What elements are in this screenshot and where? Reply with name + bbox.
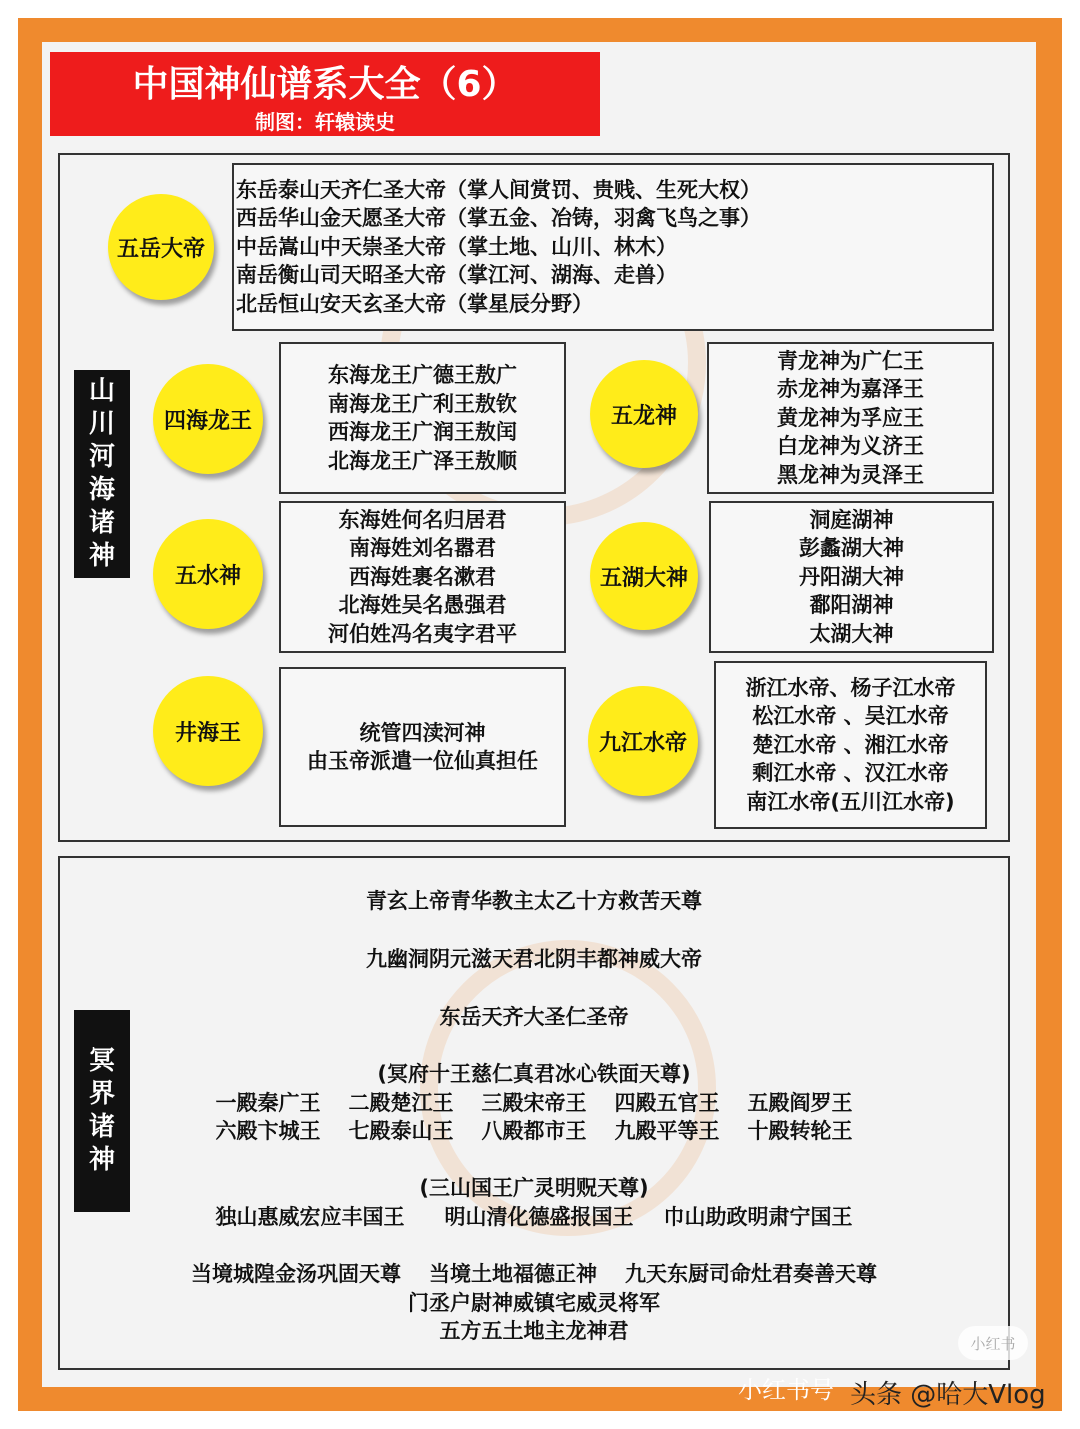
three-mountain-kings: 独山惠威宏应丰国王 明山清化德盛报国王 巾山助政明肃宁国王 xyxy=(215,1205,853,1229)
page-title: 中国神仙谱系大全（6） xyxy=(132,64,518,105)
xiaohongshu-badge: 小红书 xyxy=(958,1326,1028,1360)
section-label-underworld: 冥 界 诸 神 xyxy=(74,1010,130,1212)
wuyue-line: 中岳嵩山中天崇圣大帝（掌土地、山川、林木） xyxy=(236,234,677,259)
underworld-line-2: 九幽洞阴元滋天君北阴丰都神威大帝 xyxy=(366,947,702,971)
ten-kings-row-1: 一殿秦广王 二殿楚江王 三殿宋帝王 四殿五官王 五殿阎罗王 xyxy=(215,1091,853,1115)
underworld-line-5: (三山国王广灵明贶天尊) xyxy=(419,1176,649,1200)
wuhu-circle: 五湖大神 xyxy=(590,522,698,630)
underworld-line-7: 五方五土地主龙神君 xyxy=(439,1319,629,1343)
ten-kings-row-2: 六殿卞城王 七殿泰山王 八殿都市王 九殿平等王 十殿转轮王 xyxy=(215,1119,853,1143)
page-subtitle: 制图：轩辕读史 xyxy=(255,110,395,134)
sihai-box: 东海龙王广德王敖广 南海龙王广利王敖钦 西海龙王广润王敖闰 北海龙王广泽王敖顺 xyxy=(279,342,566,494)
sihai-circle: 四海龙王 xyxy=(153,364,263,474)
wuyue-line: 南岳衡山司天昭圣大帝（掌江河、湖海、走兽） xyxy=(236,263,677,288)
wulong-circle: 五龙神 xyxy=(590,360,698,468)
local-gods-row: 当境城隍金汤巩固天尊 当境土地福德正神 九天东厨司命灶君奏善天尊 xyxy=(191,1262,877,1286)
underworld-line-6: 门丞户尉神威镇宅威灵将军 xyxy=(408,1291,660,1315)
underworld-line-3: 东岳天齐大圣仁圣帝 xyxy=(439,1005,629,1029)
wuyue-box xyxy=(232,163,994,331)
wuyue-line: 西岳华山金天愿圣大帝（掌五金、冶铸，羽禽飞鸟之事） xyxy=(236,206,761,231)
footer-watermark-1: 小红书号 xyxy=(738,1376,834,1404)
wushui-circle: 五水神 xyxy=(153,519,263,629)
wulong-box: 青龙神为广仁王 赤龙神为嘉泽王 黄龙神为孚应王 白龙神为义济王 黑龙神为灵泽王 xyxy=(707,342,994,494)
section-label-mountains-rivers: 山 川 河 海 诸 神 xyxy=(74,370,130,578)
wushui-box: 东海姓何名归居君 南海姓刘名嚣君 西海姓裹名漱君 北海姓吴名愚强君 河伯姓冯名夷字君平 xyxy=(279,501,566,653)
footer-watermark-2: 头条 @哈大Vlog xyxy=(850,1380,1046,1410)
wuyue-line: 东岳泰山天齐仁圣大帝（掌人间赏罚、贵贱、生死大权） xyxy=(236,177,761,202)
underworld-line-1: 青玄上帝青华教主太乙十方救苦天尊 xyxy=(366,889,702,913)
jiujiang-circle: 九江水帝 xyxy=(588,686,698,796)
jiujiang-box: 浙江水帝、杨子江水帝 松江水帝 、吴江水帝 楚江水帝 、湘江水帝 剩江水帝 、汉江水帝 南江水帝(五川江水帝) xyxy=(714,661,987,829)
wuyue-line: 北岳恒山安天玄圣大帝（掌星辰分野） xyxy=(236,291,593,316)
wuyue-circle: 五岳大帝 xyxy=(108,194,214,300)
underworld-line-4: (冥府十王慈仁真君冰心铁面天尊) xyxy=(377,1062,691,1086)
jinghai-circle: 井海王 xyxy=(153,676,263,786)
title-banner xyxy=(50,52,600,136)
wuhu-box: 洞庭湖神 彭蠡湖大神 丹阳湖大神 鄱阳湖神 太湖大神 xyxy=(709,501,994,653)
jinghai-box: 统管四渎河神 由玉帝派遣一位仙真担任 xyxy=(279,667,566,827)
